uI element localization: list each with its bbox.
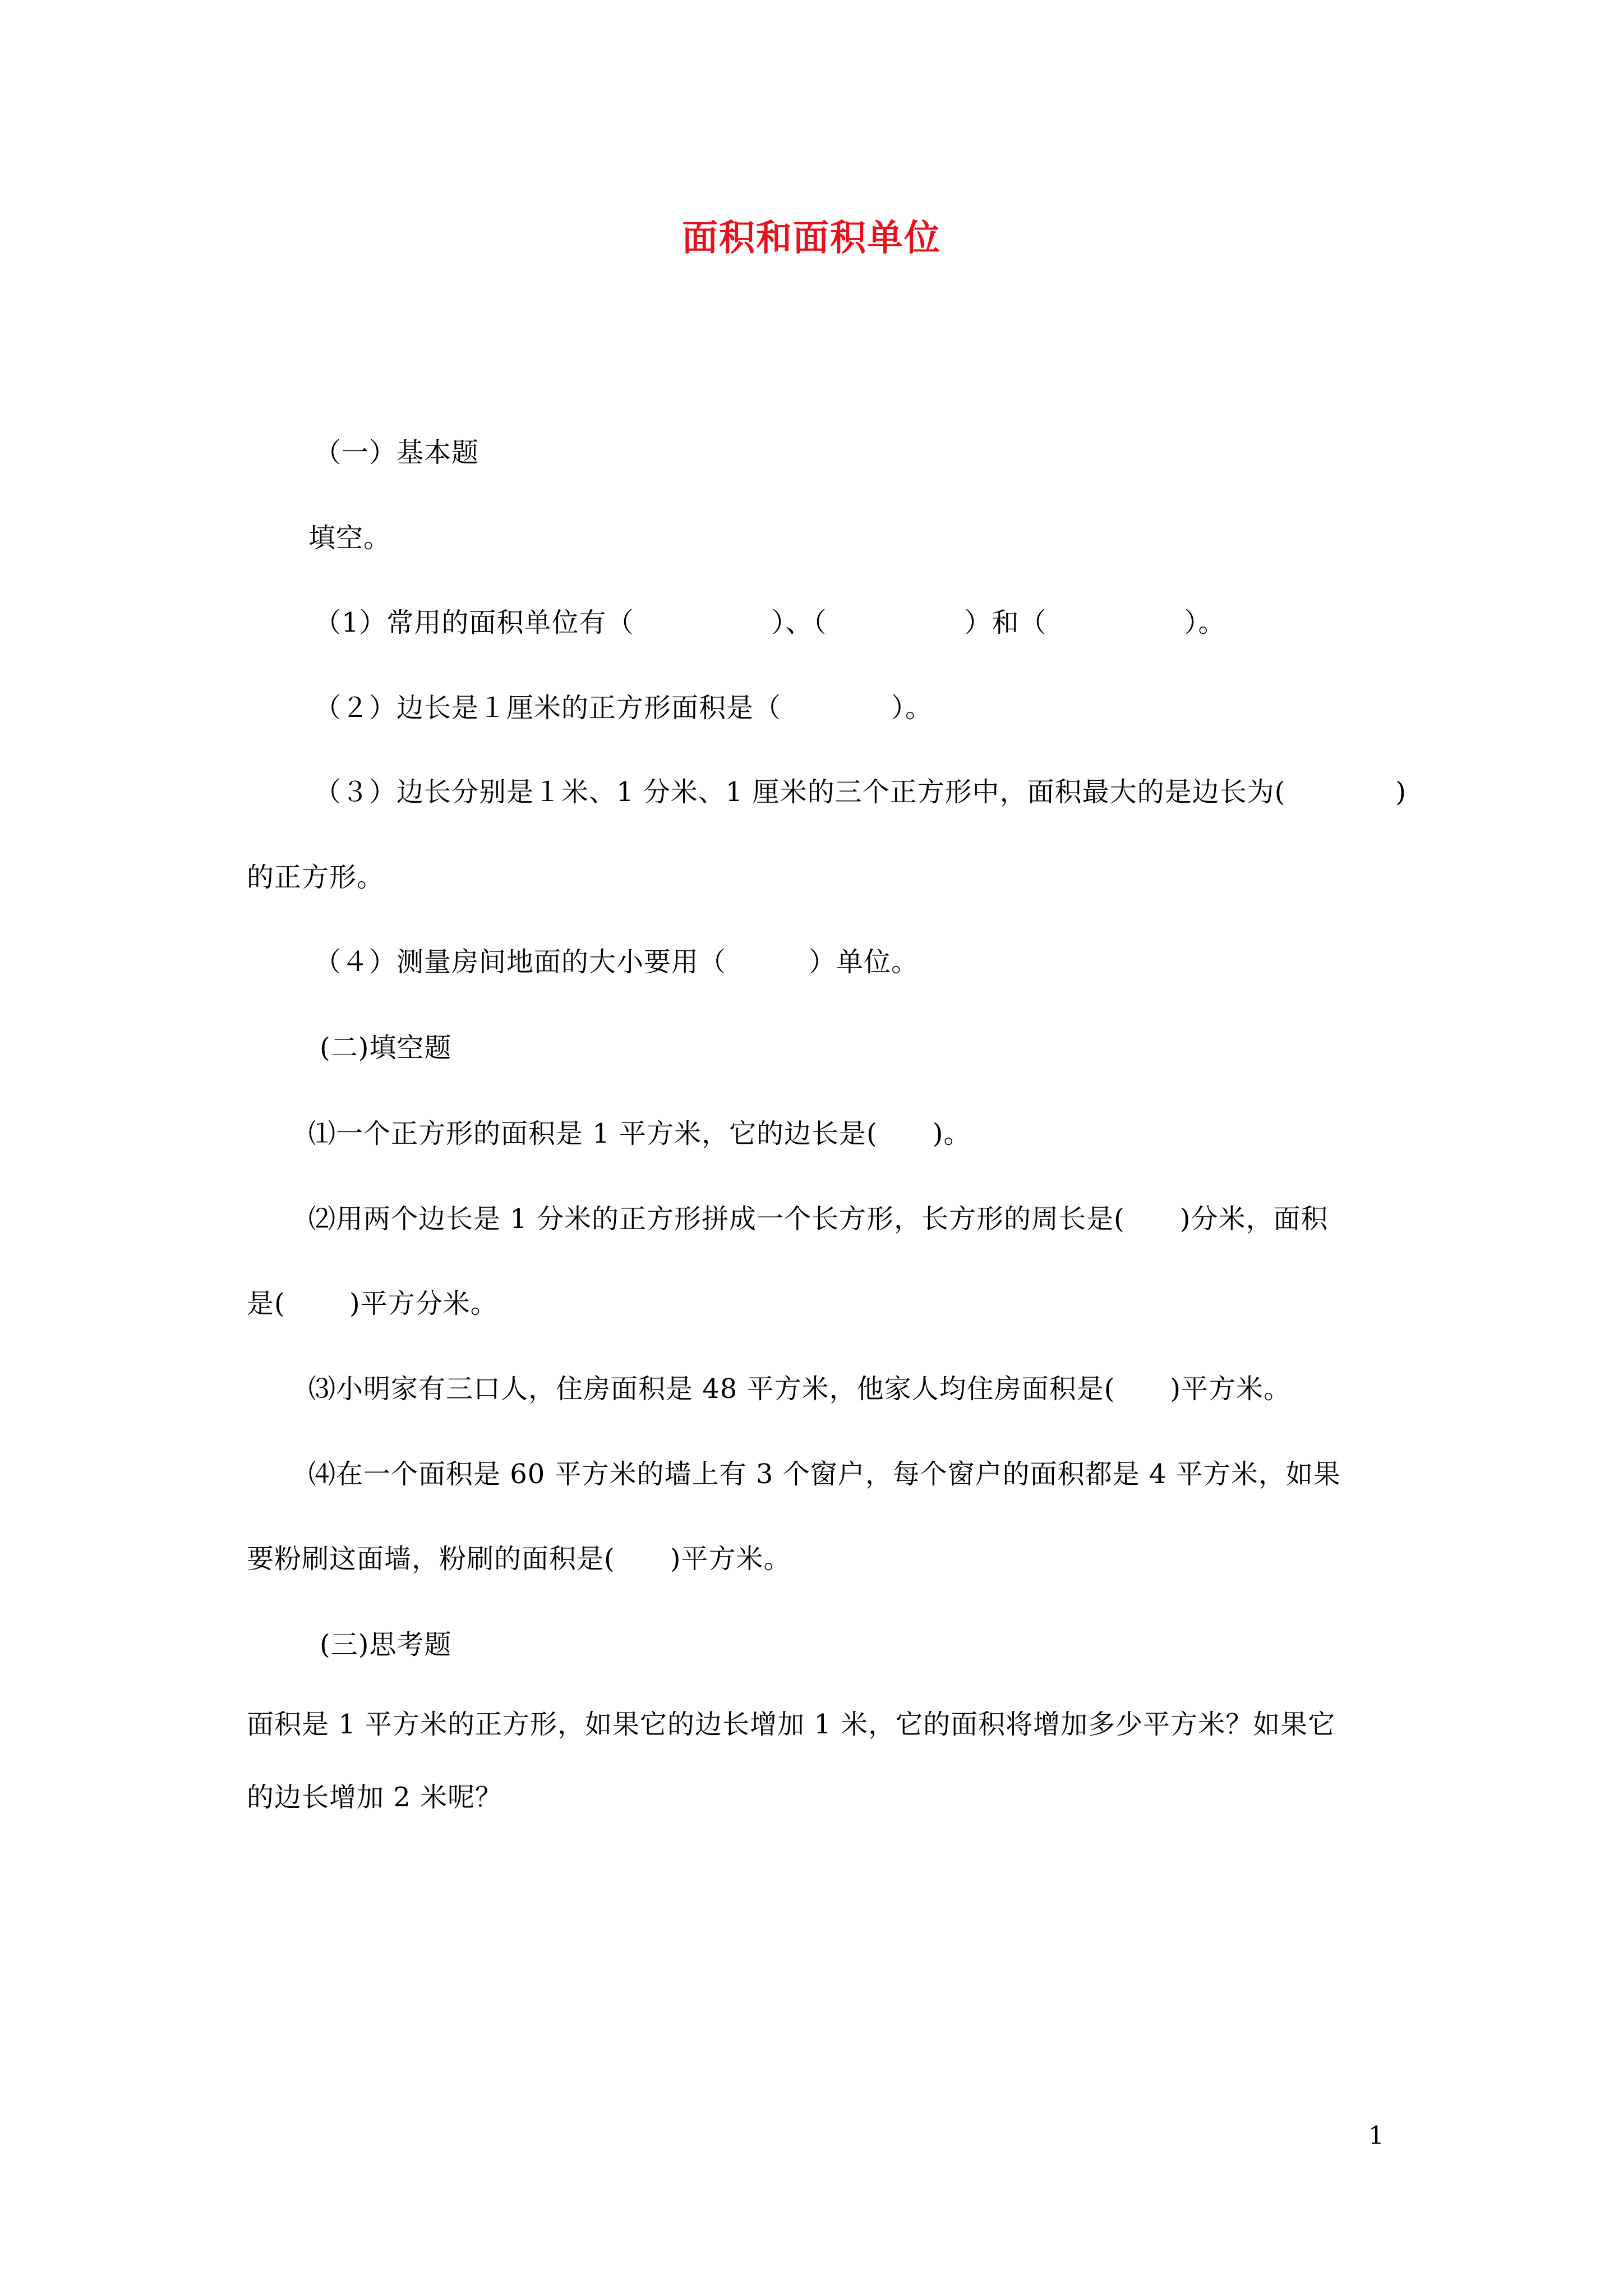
question-line-continued: 的边长增加 2 米呢？ [247,1782,503,1813]
section-heading-basic: （一）基本题 [314,437,479,468]
question-line-continued: 的正方形。 [247,862,385,893]
question-line: 面积是 1 平方米的正方形，如果它的边长增加 1 米，它的面积将增加多少平方米？如果它 [247,1709,1336,1740]
question-line: （３）边长分别是１米、1 分米、1 厘米的三个正方形中，面积最大的是边长为( ) [314,776,1407,808]
question-line: （２）边长是１厘米的正方形面积是（ ）。 [314,692,933,724]
question-line: ⑶小明家有三口人，住房面积是 48 平方米，他家人均住房面积是( )平方米。 [308,1373,1292,1405]
question-line: ⑷在一个面积是 60 平方米的墙上有 3 个窗户，每个窗户的面积都是 4 平方米，如果 [308,1458,1341,1490]
question-line: ⑵用两个边长是 1 分米的正方形拼成一个长方形，长方形的周长是( )分米，面积 [308,1203,1329,1235]
document-title: 面积和面积单位 [682,217,941,259]
section-heading-thinking: (三)思考题 [320,1629,452,1660]
question-line-continued: 是( )平方分米。 [247,1288,498,1319]
question-line-continued: 要粉刷这面墙，粉刷的面积是( )平方米。 [247,1543,791,1575]
question-line: （1）常用的面积单位有（ ）、（ ）和（ ）。 [314,607,1226,638]
question-line: （４）测量房间地面的大小要用（ ）单位。 [314,946,919,978]
instruction-text: 填空。 [308,522,391,554]
question-line: ⑴一个正方形的面积是 1 平方米，它的边长是( )。 [308,1118,971,1149]
section-heading-fill-in: (二)填空题 [320,1032,452,1064]
page-number: 1 [1368,2122,1384,2150]
